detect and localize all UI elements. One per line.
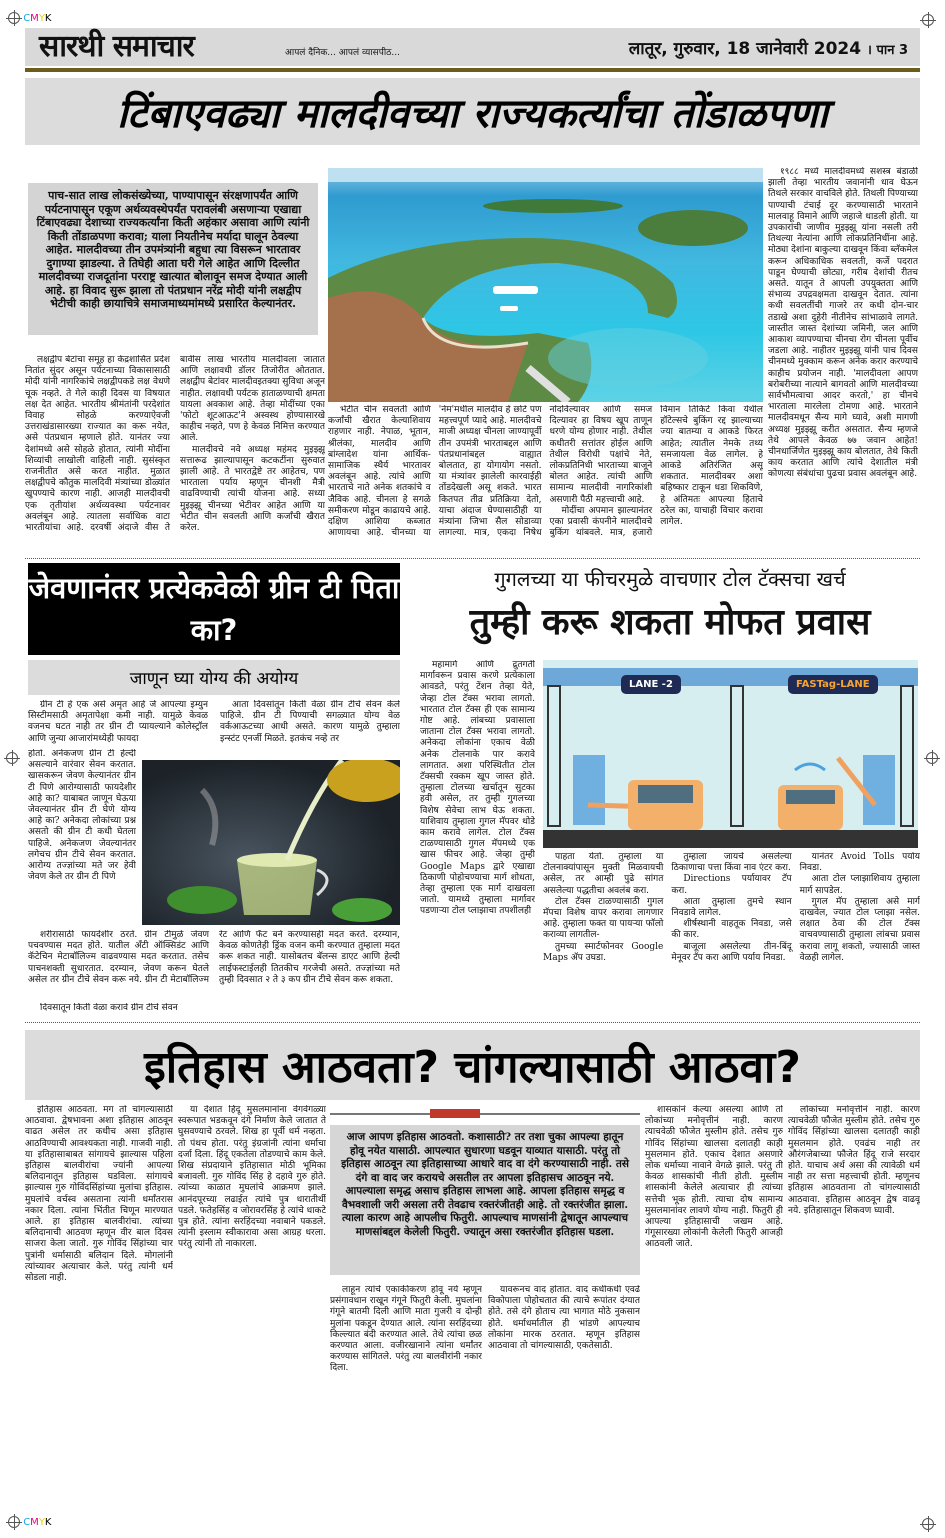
story3-body-left (420, 660, 535, 1015)
paragraph: आता तुम्हाला तुमचे स्थान निवडावे लागेल. (671, 896, 792, 919)
lane-2-sign: LANE -2 (621, 675, 681, 694)
registration-mark-bottom (8, 1516, 51, 1528)
story4-col2 (178, 1105, 326, 1515)
divider (25, 1022, 920, 1023)
cmyk-k: K (44, 1517, 52, 1528)
story2-headline: जेवणानंतर प्रत्येकवेळी ग्रीन टी पिता का? (28, 563, 400, 655)
paragraph: यावरूनच वाद होतात. वाद कधीकधी एवढे विकोपाला पोहोचतात की त्याचे रूपांतर दंग्यात होते. तसे दंगे होताच त्या भागात मोठे नुकसान होते. धर्माधर्मातील ही भांडणे आपल्याच लोकांना मारक ठरतात. म्हणून इतिहास आठवावा तो चांगल्यासाठी, एकतेसाठी. (488, 1285, 640, 1352)
story2-subhead: जाणून घ्या योग्य की अयोग्य (28, 660, 400, 695)
ornament-rule (330, 1113, 640, 1115)
story4-col6 (788, 1105, 920, 1515)
paragraph: टोल टॅक्स टाळण्यासाठी गुगल मॅपचा विशेष वापर करावा लागणार आहे. तुम्हाला फक्त या पायऱ्या फॉलो कराव्या लागतील- (543, 896, 664, 941)
maldives-island-photo (328, 168, 763, 402)
registration-mark-top (8, 12, 51, 24)
toll-plaza-illustration (543, 660, 918, 848)
story2-body-top-left (28, 700, 208, 748)
story4-col3 (330, 1285, 482, 1515)
story2-body-bottom (28, 930, 400, 1005)
crosshair-icon (926, 752, 938, 764)
paragraph: ग्रीन टी हे एक असे अमृत आहे जे आपल्या इम्युन सिस्टीमसाठी अमृतापेक्षा कमी नाही. यामुळे केवळ वजनच घटत नाही तर ग्रीन टी प्यायल्याने कोलेस्ट्रॉल आणि जुन्या आजारांमध्येही फायदा (28, 700, 208, 744)
fastag-lane-sign: FASTag-LANE (788, 675, 878, 694)
paragraph: पाहता येतो. तुम्हाला या टोलनाक्यांपासून मुक्ती मिळवायची असेल, तर आम्ही पुढे सांगत असलेल्या पद्धतीचा अवलंब करा. (543, 852, 664, 896)
paragraph: १९८८ मध्ये मालदीवमध्ये सशस्त्र बंडाळी झाली तेव्हा भारतीय जवानांनी धाव घेऊन तिथले सरकार वाचविले होते. तिथली पिण्याच्या पाण्याची टंचाई दूर करण्यासाठी भारताने मालवाहू विमाने आणि जहाजे धाडली होती. या उपकारांची जाणीव मुइझ्झू यांना नसली तरी तिथल्या नेत्यांना आणि लोकप्रतिनिधींना आहे. मोठ्या देशांना बाकुल्या दाखवून किंवा ब्लॅकमेल करून अधिकाधिक सवलती, कर्जे पदरात पाडून घेण्याची छोट्या, गरीब देशांची रीतच असते. यातून ते आपली उपयुक्तता आणि संभाव्य उपद्रवक्षमता दाखवून देतात. त्यांना कधी सवलतींची गाजरे तर कधी दोन-चार तडाखे अशा दुहेरी नीतीनेच सांभाळावे लागते. जास्तीत जास्त देशांच्या जमिनी, जल आणि आकाश व्यापण्याचा चीनचा रोग चीनला पूर्वीच जडला आहे. नाहीतर मुइझ्झू यांनी पाच दिवस चीनमध्ये मुक्काम करून अनेक करार करण्याचे काहीच प्रयोजन नाही. 'मालदीवला आपण बरोबरीच्या नात्याने बागवतो आणि मालदीवच्या सार्वभौमत्वाचा आदर करतो,' हा चीनचे भारताला मारलेला टोमणा आहे. भारताने मालदीवमधून सैन्य मागे घ्यावे, अशी मागणी अध्यक्ष मुइझ्झू करीत असतात. सैन्य म्हणजे तेथे आपले केवळ ७७ जवान आहेत! चीनधार्जिणेत मुइझ्झू काय बोलतात, तेथे किती काय करतात आणि त्यांचे देशातील मंत्री कोणत्या संबंधांचा पुढचा प्रवास अवलंबून आहे. (768, 167, 918, 480)
story1-body-right (768, 167, 918, 555)
story4-col1 (25, 1105, 173, 1515)
story4-quote: आज आपण इतिहास आठवतो. कशासाठी? तर तशा चुका आपल्या हातून होवू नयेत यासाठी. आपल्यात सुधारणा घडवून याव्यात यासाठी. परंतु तो इतिहास आठवून त्या इतिहासाच्या आधारे वाद वा दंगे करण्यासाठी नाही. तसे दंगे वा वाद जर करायचे असतील तर आपला इतिहासच आठवून नये. आपल्याला समृद्ध असाच इतिहास लाभला आहे. आपला इतिहास समृद्ध व वैभवशाली जरी असला तरी तेवढाच रक्तरंजीतही आहे. तो रक्तरंजीत झाला. त्याला कारण आहे आपलीच फितुरी. आपल्याच माणसांनी द्वेषातून आपल्याच माणसांबद्दल केलेली फितुरी. ज्यातून असा रक्तरंजीत इतिहास घडला. (330, 1125, 640, 1275)
paragraph: तुम्हाला जायचे असलेल्या ठिकाणाचा पत्ता किंवा नाव एंटर करा. (671, 852, 792, 874)
story4-col5 (645, 1105, 783, 1515)
story3-kicker: गुगलच्या या फीचरमुळे वाचणार टोल टॅक्सचा खर्च (494, 567, 846, 591)
paragraph: तुमच्या स्मार्टफोनवर Google Maps ॲप उघडा. (543, 941, 664, 963)
cmyk-m: M (30, 1517, 39, 1528)
story2-body-top-right (220, 700, 400, 748)
story1-headline: टिंबाएवढ्या मालदीवच्या राज्यकर्त्यांचा तोंडाळपणा (25, 78, 920, 145)
divider (25, 558, 920, 559)
cmyk-y: Y (38, 13, 45, 24)
story1-intro: पाच-सात लाख लोकसंख्येच्या, पाण्यापासून संरक्षणापर्यंत आणि पर्यटनापासून एकूण अर्थव्यवस्थेपर्यंत परावलंबी असणाऱ्या एखाद्या टिंबाएवढ्या देशाच्या राज्यकर्त्यांना किती अहंकार असावा आणि त्यांनी किती तोंडाळपणा करावा; याला नियतीनेच मर्यादा घालून ठेवल्या आहेत. मालदीवच्या तीन उपमंत्र्यांनी बहुधा त्या विसरून भारतावर दुगाण्या झाडल्या. ते तिघेही आता घरी गेले आहेत आणि दिल्लीत मालदीवच्या राजदूतांना परराष्ट्र खात्यात बोलावून समज देण्यात आली आहे. हा विवाद सुरू झाला तो पंतप्रधान नरेंद्र मोदी यांनी लक्षद्वीप भेटीची काही छायाचित्रे समाजमाध्यमांमध्ये प्रसारित केल्यानंतर. (28, 183, 318, 335)
tagline: आपलं दैनिक... आपलं व्यासपीठ... (285, 48, 400, 58)
paragraph: आता टोल प्लाझाशिवाय तुम्हाला मार्ग सापडेल. (799, 874, 920, 896)
crosshair-icon (6, 752, 18, 764)
green-tea-photo (142, 760, 400, 925)
story3-body-cols (543, 852, 920, 1015)
masthead-rule (25, 68, 920, 72)
cmyk-m: M (30, 13, 39, 24)
dateline (629, 36, 908, 59)
story2-body-last (28, 1003, 228, 1015)
paragraph: गुगल मॅप तुम्हाला असे मार्ग दाखवेल, ज्यात टोल प्लाझा नसेल. लक्षात ठेवा की टोल टॅक्स वाचवण्यासाठी तुम्हाला लांबचा प्रवास करावा लागू शकतो, ज्यासाठी जास्त वेळही लागेल. (799, 896, 920, 963)
paragraph: यानंतर Avoid Tolls पर्याय निवडा. (799, 852, 920, 874)
masthead (25, 28, 920, 66)
paragraph: होतो. अनेकजण ग्रीन टी हेल्दी असल्याने वारंवार सेवन करतात. खासकरून जेवण केल्यानंतर ग्रीन टी पिणे आरोग्यासाठी फायदेशीर आहे का? याबाबत जाणून घेऊया जेवल्यानंतर ग्रीन टी घेणे योग्य आहे का? अनेकदा लोकांच्या प्रश्न असतो की ग्रीन टी कधी घेतला पाहिजे. अनेकजण जेवल्यानंतर लगेचच ग्रीन टीचे सेवन करतात. आरोग्य तज्ज्ञांच्या मते जर हेवी जेवण केले तर ग्रीन टी पिणे (28, 749, 136, 883)
ornament-red-bar (430, 1109, 480, 1118)
cmyk-c: C (23, 13, 31, 24)
story1-body-left (25, 355, 325, 555)
paragraph: लक्षद्वीप बेटांचा समूह हा केंद्रशासित प्रदेश नितांत सुंदर असून पर्यटनाच्या विकासासाठी मोदी यांनी नागरिकांचे लक्षद्वीपकडे लक्ष वेधणे चूक नव्हते. ते गेले काही दिवस या विषयात लक्ष देत आहेत. भारतीय श्रीमंतांनी परदेशांत विवाह सोहळे करण्याऐवजी उत्तराखंडासारख्या राज्यात का करू नयेत, असे पंतप्रधान म्हणाले होते. यानंतर ज्या देशांमध्ये असे सोहळे होतात, त्यांनी मोदींना शिव्यांची लाखोली वाहिली नाही. सुसंस्कृत राजनीतीत असे करत नाहीत. मुळात लक्षद्वीपचे कौतुक मालदिवी मंत्र्यांच्या डोळ्यांत खुपण्याचे कारण नाही. आजही मालदीवची एक तृतीयांश अर्थव्यवस्था पर्यटनावर अवलंबून आहे. त्यातला सर्वाधिक वाटा भारतीयांचा आहे. दरवर्षी अंदाजे वीस ते बावीस लाख भारतीय मालदीवला जातात आणि लक्षावधी डॉलर तिजोरीत ओततात. लक्षद्वीप बेटांवर मालदीवइतक्या सुविधा अजून नाहीत. लक्षावधी पर्यटक हाताळण्याची क्षमता यायला अवकाश आहे. तेव्हा मोदींच्या एका 'फोटो शूटआऊट'ने अस्वस्थ होण्यासारखे काहीच नव्हते, पण हे केवळ निमित्त करण्यात आले. (25, 355, 325, 534)
cmyk-k: K (44, 13, 52, 24)
story4-col4 (488, 1285, 640, 1515)
paragraph: महामार्ग आणि द्रुतगती मार्गावरून प्रवास करणे प्रत्येकाला आवडते, परंतु टेंशन तेव्हा येते, जेव्हा टोल टॅक्स भरावा लागतो. भारतात टोल टॅक्स ही एक सामान्य गोष्ट आहे. लांबच्या प्रवासाला जाताना टोल टॅक्स भरावा लागतो. अनेकदा लोकांना एकाच वेळी अनेक टोलनाके पार करावे लागतात. अशा परिस्थितीत टोल टॅक्सची रक्कम खूप जास्त होते. तुम्हाला टोलच्या खर्चातून सुटका हवी असेल, तर तुम्ही गुगलच्या विशेष सेवेचा लाभ घेऊ शकता. याशिवाय तुम्हाला गुगल मॅपवर थोडे काम करावे लागेल. टोल टॅक्स टाळण्यासाठी गुगल मॅपमध्ये एक खास फीचर आहे. जेव्हा तुम्ही Google Maps द्वारे एखाद्या ठिकाणी पोहोचण्याचा मार्ग शोधता, तेव्हा तुम्हाला एक मार्ग दाखवला जातो. यामध्ये तुम्हाला मार्गावर पडणाऱ्या टोल प्लाझाचा तपशीलही (420, 660, 535, 917)
story2-body-side (28, 749, 136, 929)
paragraph: भेटीत चीन सवलती आणि कर्जांची खैरात केल्याशिवाय राहणार नाही. नेपाळ, भूतान, श्रीलंका, मालदीव आणि बांग्लादेश यांना आर्थिक-सामाजिक स्थैर्य भारतावर अवलंबून आहे. त्यांचे आणि भारताचे नाते अनेक शतकांचे व जैविक आहे. चीनला हे सगळे समीकरण मोडून काढायचे आहे. दक्षिण आशिया कब्जात आणायचा आहे. चीनच्या या 'नेम'मधील मालदीव हे छोटे पण महत्त्वपूर्ण प्यादे आहे. मालदीवचे माजी अध्यक्ष चीनला जाण्यापूर्वी तीन उपमंत्री भारताबद्दल आणि पंतप्रधानांबद्दल वाह्यात बोलतात, हा योगायोग नसतो. या मंत्र्यांवर झालेली कारवाईही तोंडदेखली असू शकते. भारत कितपत तीव्र प्रतिक्रिया देतो, याचा अंदाज घेण्यासाठीही या मंत्र्यांना जिभा सैल सोडाव्या लागल्या. मात्र, एकदा निषेध नोंदविल्यावर आणि समज दिल्यावर हा विषय खूप ताणून धरणे योग्य होणार नाही. तेथील कधीतरी सत्तांतर होईल आणि तेथील विरोधी पक्षांचे नेते, लोकप्रतिनिधी भारताच्या बाजूने बोलत आहेत. त्यांची आणि सामान्य मालदीवी नागरिकांशी असणारी पैठी महत्त्वाची आहे. (328, 405, 653, 539)
tea-cup-illustration (142, 760, 400, 925)
paragraph: दिवसातून किती वेळा करावे ग्रीन टीचे सेवन (40, 1003, 178, 1013)
paragraph: इतिहास आठवता. मग तो चांगल्यासाठी आठवावा. द्वेषभावना अशा इतिहास आठवून वाढत असेल तर कधीच असा इतिहास आठविण्याची आवश्यकता नाही. गाजवी नाही. या इतिहासाबाबत सांगायचे झाल्यास पहिला इतिहास बालवीरांचा ज्यांनी आपल्या बलिदानातून इतिहास घडविला. सांगायचे झाल्यास गुरु गोविंदसिंहांच्या मुलांचा इतिहास. मुघलांचे वर्चस्व असताना त्यांनी धर्मांतरास नकार दिला. त्यांना भिंतीत चिणून मारण्यात आले. हा इतिहास बालवीरांचा. त्यांच्या बलिदानाची आठवण म्हणून वीर बाल दिवस साजरा केला जातो. गुरु गोविंद सिंहांच्या चार पुत्रांनी धर्मासाठी बलिदान दिले. मोगलांनी त्यांच्यावर अत्याचार केले. परंतु त्यांनी धर्म सोडला नाही. (25, 1105, 173, 1284)
story4-headline: इतिहास आठवता? चांगल्यासाठी आठवा? (25, 1030, 920, 1100)
newspaper-logo: सारथी समाचार (39, 29, 194, 64)
date-text: लातूर, गुरुवार, 18 जानेवारी 2024 (628, 39, 862, 59)
paragraph: शीर्षस्थानी वाहतूक निवडा, जसे की कार. (671, 919, 792, 941)
cmyk-y: Y (38, 1517, 45, 1528)
paragraph: मोदींचा अपमान झाल्यानंतर एका प्रवासी कंपनीने मालदीवचे बुकिंग थांबवले. मात्र, हजारो विमान तिकिटे किंवा येथील हॉटेल्सचे बुकिंग रद्द झाल्याच्या ज्या बातम्या व आकडे फिरत आहेत; त्यातील नेमके तथ्य समजायला वेळ लागेल. हे आकडे अतिरंजित असू शकतात. मालदीवबर अशा बहिष्कार टाकून धडा शिकविणे, हे अंतिमतः आपल्या हिताचे ठरेल का, याचाही विचार करावा लागेल. (549, 405, 763, 539)
paragraph: शासकांनं केल्या असल्या आणि तो लोकांच्या मनोवृत्तीनं नाही. कारण त्याचवेळी फौजेत मुस्लीम होते. तसेच गुरु गोविंद सिंहांच्या खालसा दलातही काही मुसलमान होते. एकाच देशात असणारे लोक धर्माच्या नावाने वेगळे झाले. परंतु ती केवळ शासकांची नीती होती. मुस्लीम शासकांनी केलेले अत्याचार ही त्यांच्या सत्तेची भूक होती. त्याचा दोष सामान्य मुसलमानांवर लावणे योग्य नाही. फितुरी ही आपल्या इतिहासाची जखम आहे. गंगूसारख्या लोकांनी केलेली फितुरी आजही आठवली जाते. (645, 1105, 783, 1250)
cmyk-c: C (23, 1517, 31, 1528)
paragraph: Directions पर्यायावर टॅप करा. (671, 874, 792, 896)
paragraph: आता दिवसांतून किती वेळा ग्रीन टीचे सेवन केले पाहिजे. ग्रीन टी पिण्याची सगळ्यात योग्य वेळ वर्कआऊटच्या आधी असते. कारण यामुळे तुम्हाला इन्स्टंट एनर्जी मिळते. इतकंच नव्हे तर (220, 700, 400, 744)
story3-headline: तुम्ही करू शकता मोफत प्रवास (469, 602, 871, 643)
crosshair-icon (922, 1518, 934, 1530)
paragraph: बाजूला असलेल्या तीन-बिंदू मेनूवर टॅप करा आणि पर्याय निवडा. (671, 941, 792, 963)
paragraph: शरीरासाठी फायदेशीर ठरते. ग्रीन टीमुळे जेवण पचवण्यास मदत होते. यातील अँटी ऑक्सिडंट आणि कॅटेचिन मेटाबॉलिज्म वाढवण्यास मदत करतात. तसेच पाचनशक्ती सुधारतात. दरम्यान, जेवण करून घेतले असेल तर ग्रीन टीचे सेवन करू नये. ग्रीन टी मेटाबॉलिज्म रेट आणि फॅट बर्न करण्यासही मदत करते. दरम्यान, केवळ कोणतेही ड्रिंक वजन कमी करण्यात तुम्हाला मदत करू शकत नाही. यासोबतच बॅलन्स डाएट आणि हेल्दी लाईफस्टाईलही तितकीच गरजेची असते. तज्ज्ञांच्या मते तुम्ही दिवसात २ ते ३ कप ग्रीन टीचे सेवन करू शकता. (28, 930, 400, 985)
island-illustration (328, 168, 763, 402)
paragraph: या देशात हिंदू मुसलमानांना वेगवेगळ्या स्वरूपात भडकवून दंगे निर्माण केले जातात ते घुसवण्याचे ठरवले. शिख हा पूर्वी धर्म नव्हता. तो पंथच होता. परंतु इंग्रजांनी त्यांना धर्माचा दर्जा दिला. हिंदू एकतेला तोडण्याचे काम केले. शिख संप्रदायाने इतिहासात मोठी भूमिका बजावली. गुरु गोविंद सिंह हे दहावे गुरु होते. त्यांच्या काळात मुघलांचे आक्रमण झाले. आनंदपूरच्या लढाईत त्यांचे पुत्र धारातीर्थी पडले. फतेहसिंह व जोरावरसिंह हे त्यांचे धाकटे पुत्र होते. त्यांना सरहिंदच्या नवाबाने पकडले. त्यांनी इस्लाम स्वीकारावा असा आग्रह धरला. परंतु त्यांनी तो नाकारला. (178, 1105, 326, 1250)
crosshair-icon (922, 14, 934, 26)
crosshair-icon (8, 1516, 20, 1528)
paragraph: लाहून त्यांचे एकाकीकरण होवू नये म्हणून प्रसंगावधान राखून गंगूने फितुरी केली. मुघलांना गंगूने बातमी दिली आणि माता गुजरी व दोन्ही मुलांना पकडून देण्यात आले. त्यांना सरहिंदच्या किल्ल्यात बंदी करण्यात आले. तेथे त्यांचा छळ करण्यात आला. वजीरखानाने त्यांना धर्मांतर करण्यास सांगितले. परंतु त्या बालवीरांनी नकार दिला. (330, 1285, 482, 1374)
paragraph: लोकांच्या मनोवृत्तीनं नाही. कारण त्याचवेळी फौजेत मुस्लीम होते. तसेच गुरु गोविंद सिंहांच्या खालसा दलातही काही मुसलमान होते. एवढंच नाही तर औरंगजेबाच्या फौजेत हिंदू राजे सरदार होते. याचाच अर्थ असा की त्यावेळी धर्म नाही तर सत्ता महत्त्वाची होती. म्हणूनच इतिहास आठवताना तो चांगल्यासाठी आठवावा. इतिहास आठवून द्वेष वाढवू नये. इतिहासातून शिकवण घ्यावी. (788, 1105, 920, 1216)
crosshair-icon (8, 12, 20, 24)
story1-body-mid (328, 405, 763, 555)
paragraph: मालदीवचे नवे अध्यक्ष महंमद मुइझ्झू सत्तारूढ झाल्यापासून कटकटींना सुरुवात झाली आहे. ते भारतद्वेष्टे तर आहेतच, पण भारताला पर्याय म्हणून चीनशी मैत्री वाढविण्याची त्यांची योजना आहे. सध्या मुइझ्झू चीनच्या भेटीवर आहेत आणि या भेटीत चीन सवलती आणि कर्जांची खैरात करेल. (180, 444, 325, 534)
page-number: । पान 3 (867, 43, 908, 58)
